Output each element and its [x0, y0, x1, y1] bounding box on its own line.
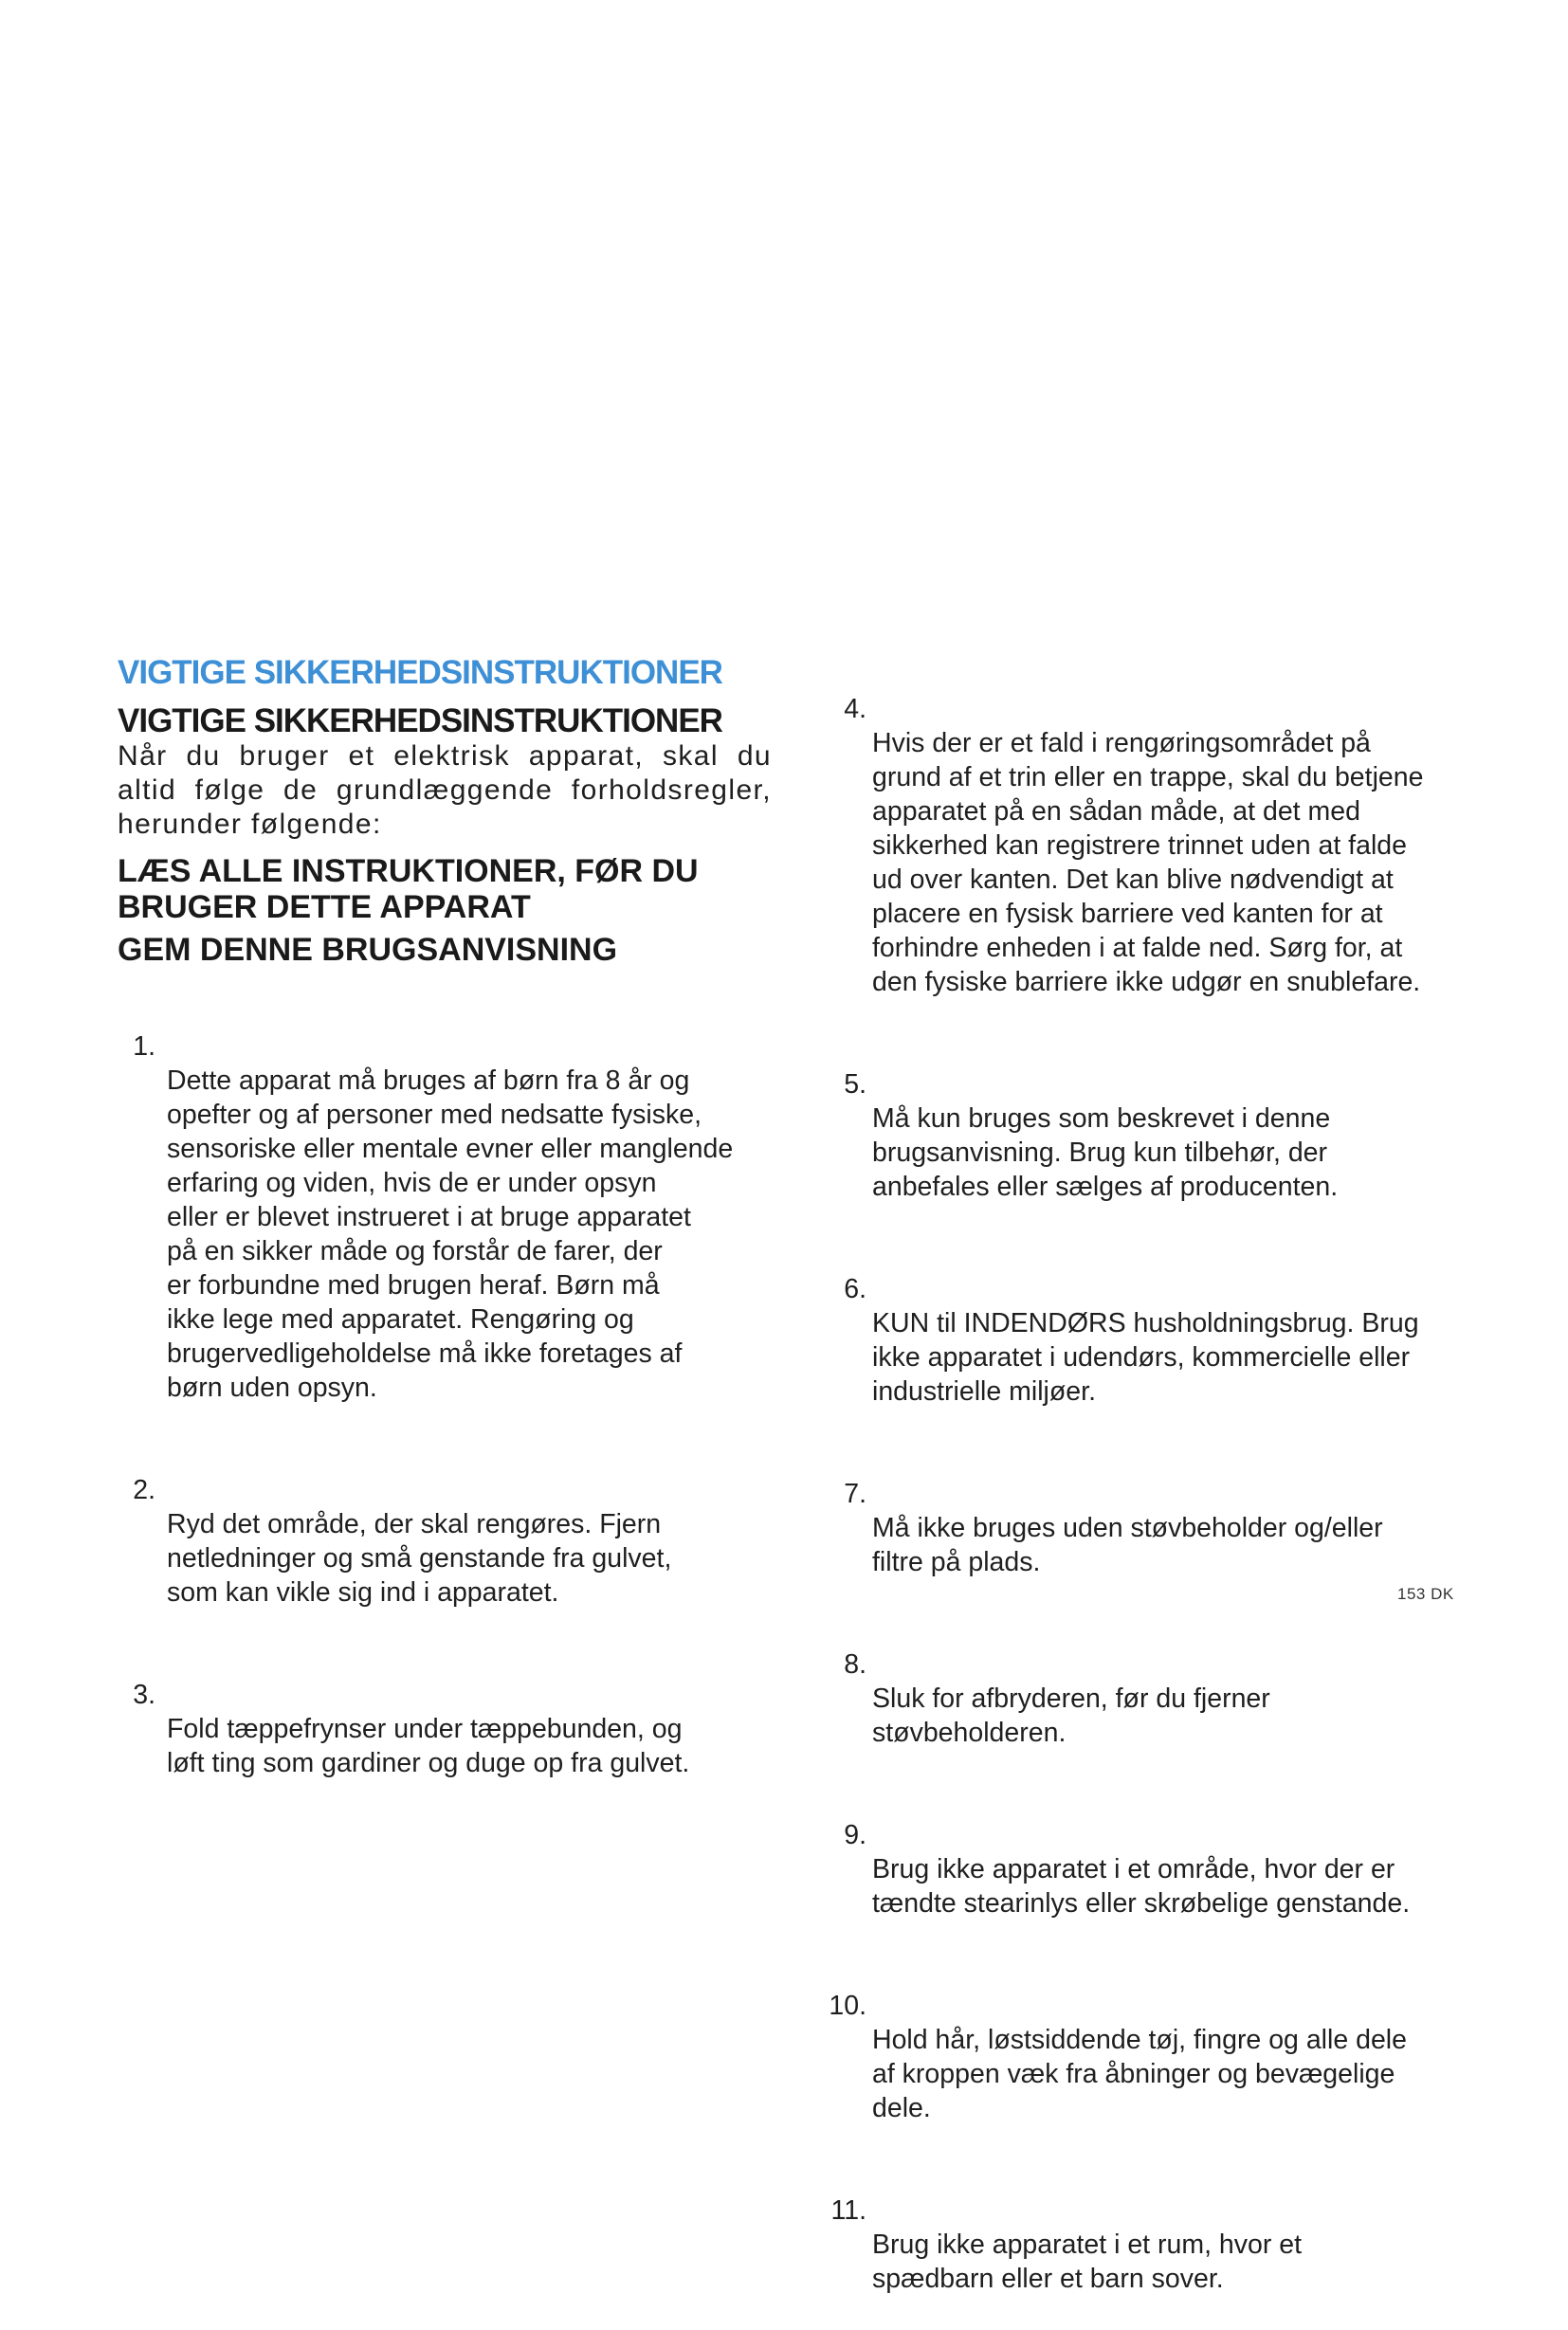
subtitle: VIGTIGE SIKKERHEDSINSTRUKTIONER — [118, 702, 722, 739]
list-item — [821, 1443, 1475, 1613]
section-title: VIGTIGE SIKKERHEDSINSTRUKTIONER — [118, 654, 722, 691]
list-item — [118, 1439, 772, 1644]
list-item-text: Hold hår, løstsiddende tøj, fingre og alle dele af kroppen væk fra åbninger og bevægelige dele. — [872, 2025, 1407, 2123]
list-item-number: 7. — [844, 1479, 866, 1509]
list-item-number: 3. — [133, 1680, 155, 1710]
list-item-number: 9. — [844, 1820, 866, 1850]
list-item — [821, 1238, 1475, 1443]
list-item-text: Brug ikke apparatet i et område, hvor der er tændte stearinlys eller skrøbelige genstande. — [872, 1854, 1411, 1919]
list-item-number: 2. — [133, 1475, 155, 1505]
list-item-text: Sluk for afbryderen, før du fjerner støvbeholderen. — [872, 1684, 1270, 1748]
list-item — [118, 1644, 772, 1814]
list-item-number: 10. — [829, 1991, 866, 2021]
list-item-number: 1. — [133, 1031, 155, 1062]
list-item-text: Brug ikke apparatet i et rum, hvor et spædbarn eller et barn sover. — [872, 2230, 1303, 2294]
instruction-list-right — [821, 658, 1475, 2330]
list-item-text: Må ikke bruges uden støvbeholder og/eller filtre på plads. — [872, 1513, 1383, 1577]
list-item — [821, 1955, 1475, 2159]
list-item-text: Må kun bruges som beskrevet i denne brugsanvisning. Brug kun tilbehør, der anbefales eller sælges af producenten. — [872, 1103, 1339, 1202]
list-item — [821, 1033, 1475, 1238]
list-item-number: 4. — [844, 694, 866, 724]
list-item — [821, 1613, 1475, 1784]
list-item-text: Fold tæppefrynser under tæppebunden, og løft ting som gardiner og duge op fra gulvet. — [167, 1714, 690, 1778]
list-item — [821, 1784, 1475, 1955]
save-manual-notice: GEM DENNE BRUGSANVISNING — [118, 932, 618, 968]
left-column — [118, 652, 772, 1814]
list-item-number: 5. — [844, 1069, 866, 1100]
list-item-number: 8. — [844, 1649, 866, 1680]
right-column — [821, 658, 1475, 2330]
list-item — [821, 2159, 1475, 2330]
read-instructions-warning: LÆS ALLE INSTRUKTIONER, FØR DU BRUGER DETTE APPARAT — [118, 853, 699, 925]
list-item — [118, 995, 772, 1439]
list-item — [821, 658, 1475, 1033]
list-item-number: 6. — [844, 1274, 866, 1304]
list-item-number: 11. — [830, 2195, 866, 2226]
instruction-list-left — [118, 995, 772, 1814]
page-number: 153 DK — [1397, 1585, 1454, 1603]
list-item-text: Ryd det område, der skal rengøres. Fjern netledninger og små genstande fra gulvet, som kan vikle sig ind i apparatet. — [167, 1509, 672, 1608]
list-item-text: Dette apparat må bruges af børn fra 8 år og opefter og af personer med nedsatte fysiske, sensoriske eller mentale evner eller manglende erfaring og viden, hvis de er under opsyn eller er blevet instrueret i at bruge apparatet på en sikker måde og forstår de farer, der er forbundne med brugen heraf. Børn må ikke lege med apparatet. Rengøring og brugervedligeholdelse må ikke foretages af børn uden opsyn. — [167, 1065, 734, 1403]
list-item-text: KUN til INDENDØRS husholdningsbrug. Brug ikke apparatet i udendørs, kommercielle eller industrielle miljøer. — [872, 1308, 1419, 1407]
list-item-text: Hvis der er et fald i rengøringsområdet på grund af et trin eller en trappe, skal du betjene apparatet på en sådan måde, at det med sikkerhed kan registrere trinnet uden at falde ud over kanten. Det kan blive nødvendigt at placere en fysisk barriere ved kanten for at forhindre enheden i at falde ned. Sørg for, at den fysiske barriere ikke udgør en snublefare. — [872, 728, 1424, 997]
intro-paragraph: Når du bruger et elektrisk apparat, skal du altid følge de grundlæggende forholdsregler, herunder følgende: — [118, 740, 772, 840]
